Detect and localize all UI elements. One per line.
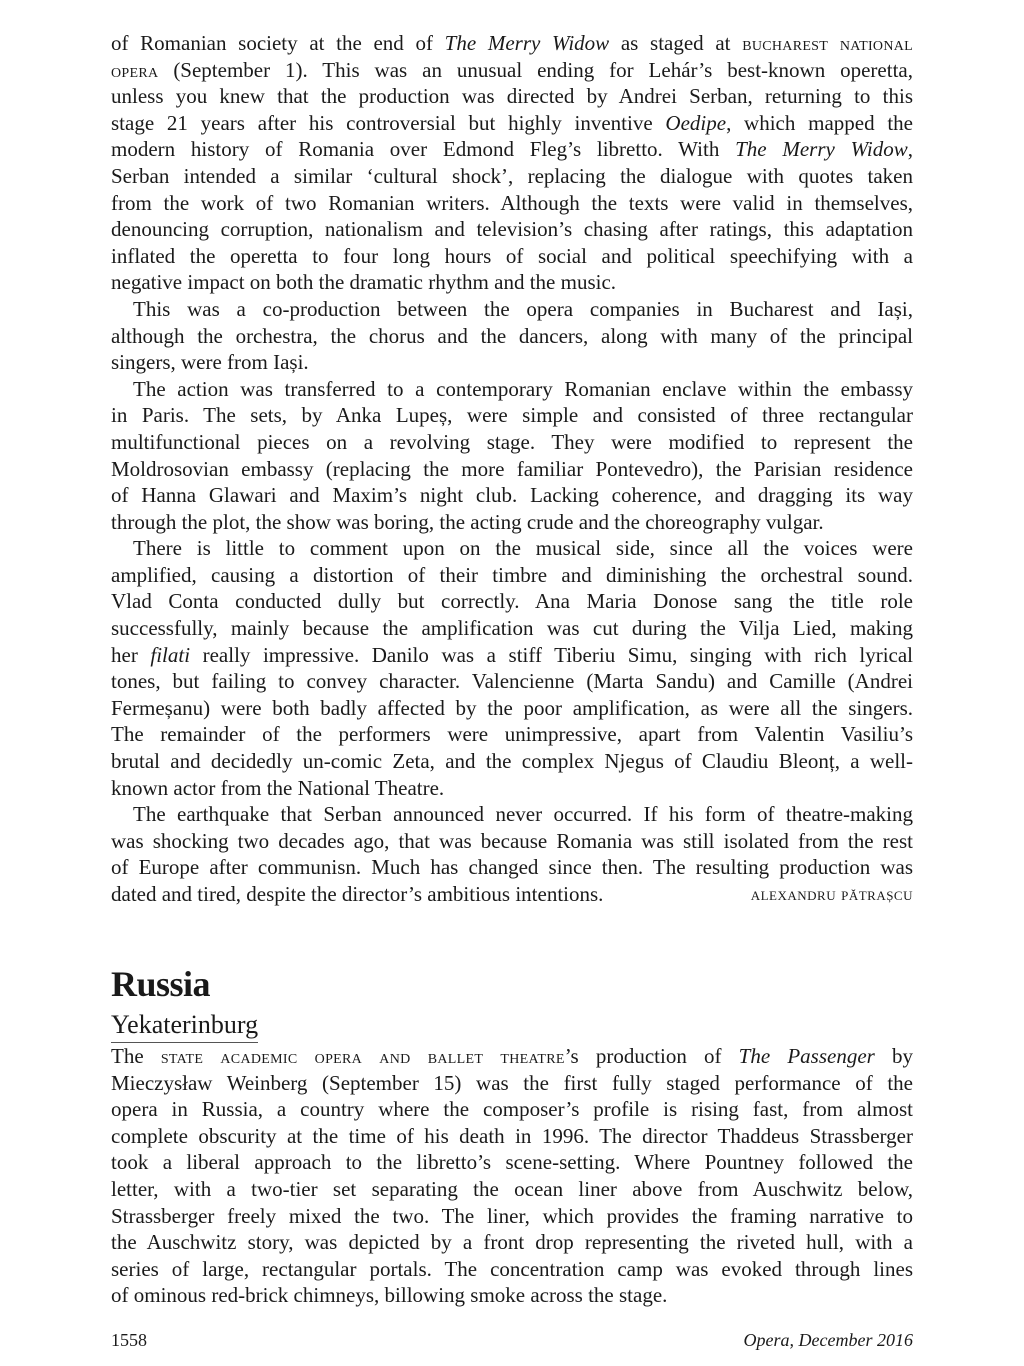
text-run: of Europe after communisn. Much has changed since then. The resulting production was (111, 855, 913, 880)
text-run: singers, were from Iași. (111, 350, 309, 375)
text-run: The action was transferred to a contemporary Romanian enclave within the embassy (133, 376, 913, 401)
text-run: of Romanian society at the end of (111, 31, 445, 55)
text-line (111, 243, 913, 270)
text-line (111, 376, 913, 403)
text-run: series of large, rectangular portals. The concentration camp was evoked through lines (111, 1256, 913, 1281)
text-line (111, 57, 913, 84)
text-run: Strassberger freely mixed the two. The liner, which provides the framing narrative to (111, 1203, 913, 1228)
italic-title: The Merry Widow (735, 137, 908, 162)
text-line (111, 721, 913, 748)
text-run: multifunctional pieces on a revolving stage. They were modified to represent the (111, 429, 913, 454)
text-line (111, 349, 913, 376)
text-line (111, 402, 913, 429)
article-russia-body (111, 1043, 913, 1309)
text-run: opera in Russia, a country where the composer’s profile is rising fast, from almost (111, 1097, 913, 1122)
text-line (111, 216, 913, 243)
text-run: (September 1). This was an unusual ending for Lehár’s best-known operetta, (158, 57, 913, 82)
text-line (111, 588, 913, 615)
text-run: her (111, 642, 151, 667)
text-line (111, 535, 913, 562)
text-run: known actor from the National Theatre. (111, 775, 445, 800)
text-run: successfully, mainly because the amplification was cut during the Vilja Lied, making (111, 616, 913, 641)
text-run: The remainder of the performers were unimpressive, apart from Valentin Vasiliu’s (111, 722, 913, 747)
text-run: There is little to comment upon on the musical side, since all the voices were (133, 536, 913, 561)
text-line (111, 668, 913, 695)
author-signature: alexandru pătrașcu (750, 884, 913, 904)
section-subheading-city: Yekaterinburg (111, 1008, 258, 1043)
text-line (111, 1096, 913, 1123)
italic-title: The Passenger (738, 1044, 875, 1068)
text-line (111, 323, 913, 350)
text-run: Moldrosovian embassy (replacing the more familiar Pontevedro), the Parisian residence (111, 456, 913, 481)
text-run: brutal and decidedly un-comic Zeta, and the complex Njegus of Claudiu Bleonț, a well- (111, 749, 913, 774)
text-line (111, 1123, 913, 1150)
text-run: in Paris. The sets, by Anka Lupeș, were simple and consisted of three rectangular (111, 403, 913, 428)
text-line (111, 881, 913, 908)
text-run: as staged at (609, 31, 743, 55)
text-line (111, 801, 913, 828)
text-line (111, 748, 913, 775)
text-run: letter, with a two-tier set separating the ocean liner above from Auschwitz below, (111, 1176, 913, 1201)
text-line (111, 1256, 913, 1283)
italic-title: The Merry Widow (444, 31, 610, 55)
text-line (111, 269, 913, 296)
text-line (111, 1070, 913, 1097)
text-line (111, 1176, 913, 1203)
text-line (111, 1043, 913, 1070)
italic-title: filati (150, 642, 191, 667)
text-run: dated and tired, despite the director’s ambitious intentions. (111, 882, 604, 906)
text-line (111, 615, 913, 642)
text-run: complete obscurity at the time of his death in 1996. The director Thaddeus Strassberger (111, 1123, 913, 1148)
text-line (111, 456, 913, 483)
text-run: really impressive. Danilo was a stiff Tiberiu Simu, singing with rich lyrical (190, 642, 913, 667)
text-run: of Hanna Glawari and Maxim’s night club. Lacking coherence, and dragging its way (111, 483, 913, 508)
text-run: by (874, 1044, 913, 1068)
publication-credit: Opera, December 2016 (743, 1330, 913, 1350)
text-line (111, 509, 913, 536)
text-line (111, 775, 913, 802)
text-run: Vlad Conta conducted dully but correctly. Ana Maria Donose sang the title role (111, 589, 913, 614)
small-caps-venue: state academic opera and ballet theatre (160, 1046, 565, 1068)
text-run: unless you knew that the production was directed by Andrei Serban, returning to this (111, 84, 913, 109)
text-line (111, 1229, 913, 1256)
italic-title: Oedipe (665, 110, 727, 135)
text-run: modern history of Romania over Edmond Fleg’s libretto. With (111, 137, 736, 162)
text-run: inflated the operetta to four long hours of social and political speechifying with a (111, 243, 913, 268)
text-line (111, 30, 913, 57)
text-run: although the orchestra, the chorus and the dancers, along with many of the principal (111, 323, 913, 348)
text-run: Serban intended a similar ‘cultural shock’, replacing the dialogue with quotes taken (111, 163, 913, 188)
text-line (111, 1282, 913, 1309)
text-run: The (111, 1044, 161, 1068)
small-caps-venue: bucharest national (742, 33, 914, 55)
text-run: tones, but failing to convey character. Valencienne (Marta Sandu) and Camille (Andrei (111, 669, 913, 694)
text-line (111, 642, 913, 669)
text-run: Mieczysław Weinberg (September 15) was the first fully staged performance of the (111, 1070, 913, 1095)
text-run: took a liberal approach to the libretto’s scene-setting. Where Pountney followed the (111, 1150, 913, 1175)
small-caps-venue: opera (111, 59, 159, 82)
section-heading-country: Russia (111, 964, 211, 1004)
text-run: negative impact on both the dramatic rhythm and the music. (111, 270, 617, 295)
article-romania-body (111, 30, 913, 908)
text-line (111, 1149, 913, 1176)
text-line (111, 854, 913, 881)
text-line (111, 1203, 913, 1230)
text-run: the Auschwitz story, was depicted by a front drop representing the riveted hull, with a (111, 1230, 913, 1255)
text-line (111, 190, 913, 217)
text-line (111, 482, 913, 509)
page-number: 1558 (111, 1330, 147, 1350)
text-run: This was a co-production between the opera companies in Bucharest and Iași, (133, 296, 913, 321)
text-run: denouncing corruption, nationalism and television’s chasing after ratings, this adaptation (111, 217, 913, 242)
text-line (111, 828, 913, 855)
text-run: from the work of two Romanian writers. Although the texts were valid in themselves, (111, 190, 913, 215)
text-line (111, 163, 913, 190)
text-run: ’s production of (564, 1044, 739, 1068)
text-run: through the plot, the show was boring, the acting crude and the choreography vulgar. (111, 509, 824, 534)
text-run: stage 21 years after his controversial but highly inventive (111, 110, 666, 135)
text-line (111, 83, 913, 110)
text-run: Fermeșanu) were both badly affected by the poor amplification, as were all the singers. (111, 695, 913, 720)
text-run: of ominous red-brick chimneys, billowing smoke across the stage. (111, 1283, 668, 1308)
text-line (111, 562, 913, 589)
text-line (111, 110, 913, 137)
text-run: The earthquake that Serban announced never occurred. If his form of theatre-making (133, 802, 913, 827)
text-line (111, 296, 913, 323)
text-run: was shocking two decades ago, that was because Romania was still isolated from the rest (111, 828, 913, 853)
text-line (111, 429, 913, 456)
text-run: , (907, 137, 913, 162)
text-run: amplified, causing a distortion of their timbre and diminishing the orchestral sound. (111, 562, 913, 587)
text-run: , which mapped the (726, 110, 913, 135)
text-line (111, 136, 913, 163)
text-line (111, 695, 913, 722)
